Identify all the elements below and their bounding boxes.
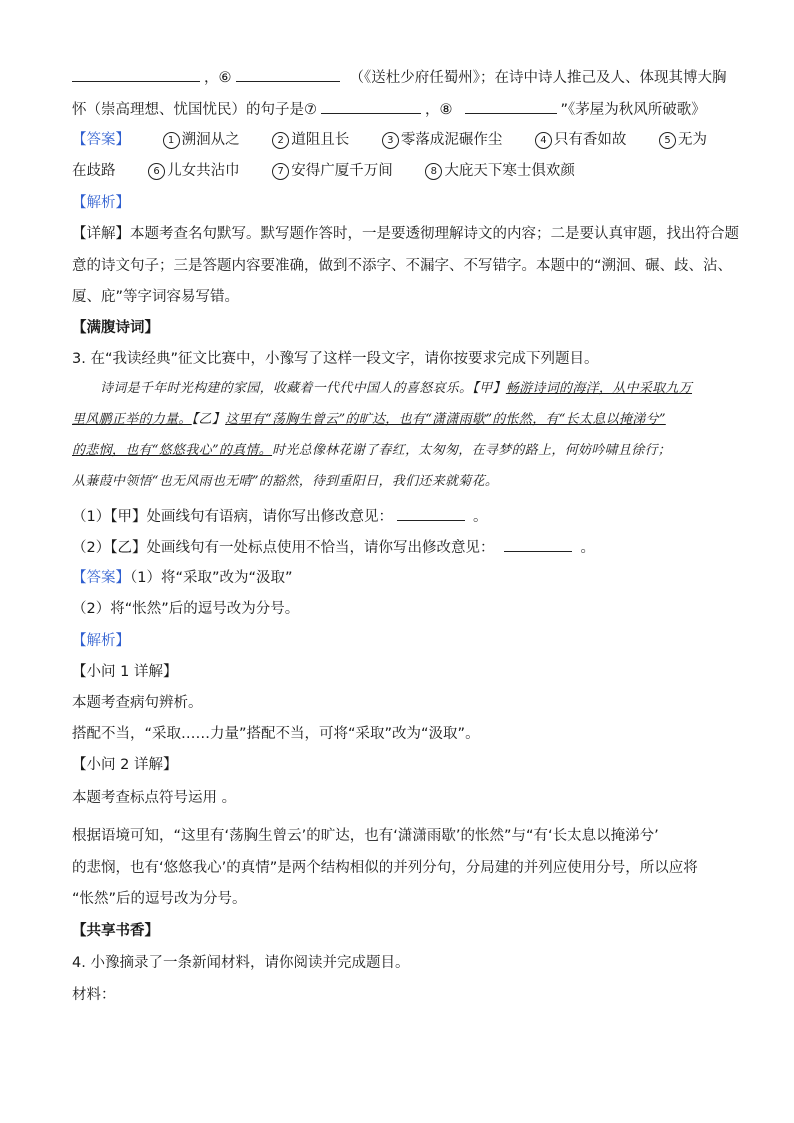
q3-passage-line2: 里风鹏正举的力量。【乙】这里有“荡胸生曾云”的旷达，也有“潇潇雨歇”的怅然，有“长太息以掩涕兮” bbox=[72, 412, 666, 427]
q3-sub1: （1）【甲】处画线句有语病，请你写出修改意见： 。 bbox=[72, 506, 487, 527]
circled-number: 6 bbox=[148, 163, 165, 180]
answer-blank-6 bbox=[236, 67, 340, 82]
answer-label: 【答案】 bbox=[72, 132, 130, 148]
underlined-sentence-yi: 这里有“荡胸生曾云”的旷达，也有“潇潇雨歇”的怅然，有“长太息以掩涕兮” bbox=[225, 412, 666, 427]
q3-passage-line3: 的悲悯，也有“悠悠我心”的真情。时光总像林花谢了春红，太匆匆，在寻梦的路上，何妨吟啸且徐行； bbox=[72, 443, 672, 458]
circled-number: 3 bbox=[382, 132, 399, 149]
q2-tail-line2: 怀（崇高理想、忧国忧民）的句子是⑦ ，⑧ ”《茅屋为秋风所破歌》 bbox=[72, 99, 706, 120]
subquestion-2-line3: 的悲悯，也有‘悠悠我心’的真情”是两个结构相似的并列分句，分局建的并列应使用分号，所以应将 bbox=[72, 860, 698, 876]
underlined-sentence-jia: 畅游诗词的海洋，从中采取九万 bbox=[505, 381, 693, 396]
q3-passage-line4: 从蒹葭中领悟“也无风雨也无晴”的豁然，待到重阳日，我们还来就菊花。 bbox=[72, 474, 499, 489]
answer-blank-7 bbox=[321, 99, 421, 114]
answer-blank-sub1 bbox=[397, 506, 465, 521]
answer-blank-8 bbox=[465, 99, 557, 114]
q3-stem: 3. 在“我读经典”征文比赛中，小豫写了这样一段文字，请你按要求完成下列题目。 bbox=[72, 351, 599, 367]
circled-number: 5 bbox=[659, 132, 676, 149]
q3-answer-line1: 【答案】（1）将“采取”改为“汲取” bbox=[72, 570, 293, 586]
q2-detail-line2: 意的诗文句子；三是答题内容要准确，做到不添字、不漏字、不写错字。本题中的“溯洄、碾、歧、沾、 bbox=[72, 258, 733, 274]
q2-detail-line1: 【详解】本题考查名句默写。默写题作答时，一是要透彻理解诗文的内容；二是要认真审题，找出符合题 bbox=[72, 226, 739, 242]
subquestion-1-line2: 搭配不当，“采取……力量”搭配不当，可将“采取”改为“汲取”。 bbox=[72, 726, 480, 742]
circled-number: 2 bbox=[272, 132, 289, 149]
q4-material-label: 材料： bbox=[72, 987, 116, 1003]
q3-passage-line1: 诗词是千年时光构建的家园，收藏着一代代中国人的喜怒哀乐。【甲】畅游诗词的海洋，从中采取九万 bbox=[100, 381, 693, 396]
circled-number: 7 bbox=[272, 163, 289, 180]
q2-answer-line2: 在歧路 6 儿女共沾巾 7 安得广厦千万间 8 大庇天下寒士俱欢颜 bbox=[72, 163, 575, 179]
subquestion-1-line1: 本题考查病句辨析。 bbox=[72, 695, 203, 711]
q2-answer-line1: 【答案】 1 溯洄从之 2 道阻且长 3 零落成泥碾作尘 4 只有香如故 5 无为 bbox=[72, 132, 708, 148]
q4-stem: 4. 小豫摘录了一条新闻材料，请你阅读并完成题目。 bbox=[72, 955, 410, 971]
section-heading-books: 【共享书香】 bbox=[72, 923, 159, 939]
analysis-label: 【解析】 bbox=[72, 633, 130, 649]
q2-tail-line1: ，⑥ （《送杜少府任蜀州》；在诗中诗人推己及人、体现其博大胸 bbox=[72, 67, 727, 88]
circled-number: 4 bbox=[535, 132, 552, 149]
analysis-label: 【解析】 bbox=[72, 195, 130, 211]
subquestion-1-label: 【小问 1 详解】 bbox=[72, 664, 178, 680]
subquestion-2-line1: 本题考查标点符号运用 。 bbox=[72, 790, 237, 806]
q3-answer-line2: （2）将“怅然”后的逗号改为分号。 bbox=[72, 601, 300, 617]
circled-number: 8 bbox=[425, 163, 442, 180]
subquestion-2-label: 【小问 2 详解】 bbox=[72, 757, 178, 773]
subquestion-2-line4: “怅然”后的逗号改为分号。 bbox=[72, 891, 247, 907]
q3-sub2: （2）【乙】处画线句有一处标点使用不恰当，请你写出修改意见： 。 bbox=[72, 537, 595, 558]
q2-detail-line3: 厦、庇”等字词容易写错。 bbox=[72, 289, 240, 305]
answer-blank-sub2 bbox=[504, 537, 572, 552]
subquestion-2-line2: 根据语境可知，“这里有‘荡胸生曾云’的旷达，也有‘潇潇雨歇’的怅然”与“有‘长太息以掩涕兮’ bbox=[72, 828, 659, 844]
answer-blank-5 bbox=[72, 67, 200, 82]
section-heading-poetry: 【满腹诗词】 bbox=[72, 320, 159, 336]
circled-number: 1 bbox=[163, 132, 180, 149]
answer-label: 【答案】 bbox=[72, 570, 130, 586]
